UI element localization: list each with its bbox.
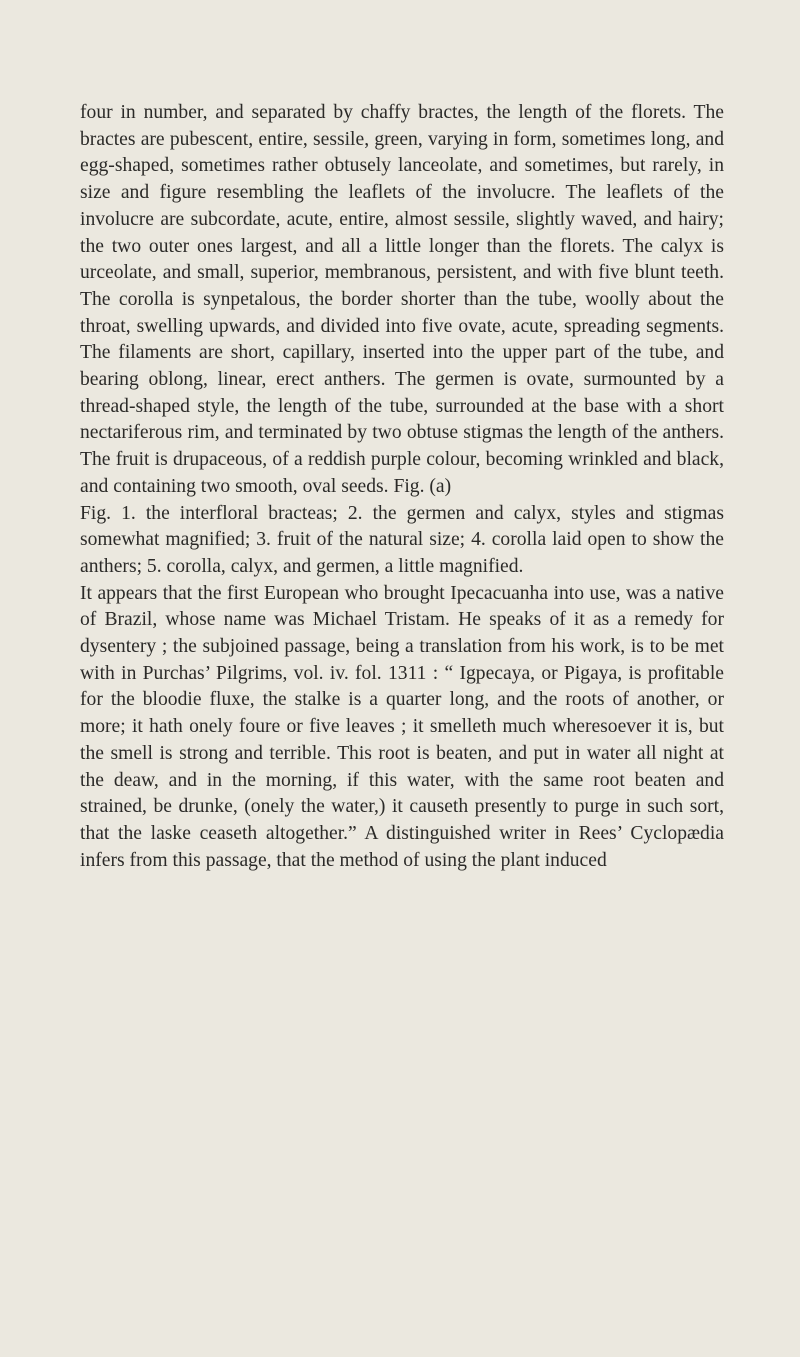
paragraph-figure-legend: Fig. 1. the interfloral bracteas; 2. the germen and calyx, styles and stigmas somewhat magnified; 3. fruit of the natural size; 4. corolla laid open to show the anthers; 5. corolla, calyx, and germen, a little magnified. <box>80 502 724 577</box>
paragraph-botanical-description: four in number, and separated by chaffy bractes, the length of the florets. The bractes are pubescent, entire, sessile, green, varying in form, sometimes long, and egg-shaped, sometimes rather obtusely lanceolate, and sometimes, but rarely, in size and figure resembling the leaflets of the involucre. The leaflets of the involucre are subcordate, acute, entire, almost sessile, slightly waved, and hairy; the two outer ones largest, and all a little longer than the florets. The calyx is urceolate, and small, superior, membranous, persistent, and with five blunt teeth. The corolla is synpetalous, the border shorter than the tube, woolly about the throat, swelling upwards, and divided into five ovate, acute, spreading segments. The filaments are short, capillary, inserted into the upper part of the tube, and bearing oblong, linear, erect anthers. The germen is ovate, surmounted by a thread-shaped style, the length of the tube, surrounded at the base with a short nectariferous rim, and terminated by two obtuse stigmas the length of the anthers. The fruit is drupaceous, of a reddish purple colour, becoming wrinkled and black, and containing two smooth, oval seeds. Fig. (a) <box>80 102 724 497</box>
body-text <box>80 100 724 874</box>
paragraph-history: It appears that the first European who brought Ipecacuanha into use, was a native of Brazil, whose name was Michael Tristam. He speaks of it as a remedy for dysentery ; the subjoined passage, being a translation from his work, is to be met with in Purchas’ Pilgrims, vol. iv. fol. 1311 : “ Igpecaya, or Pigaya, is profitable for the bloodie fluxe, the stalke is a quarter long, and the roots of another, or more; it hath onely foure or five leaves ; it smelleth much wheresoever it is, but the smell is strong and terrible. This root is beaten, and put in water all night at the deaw, and in the morning, if this water, with the same root beaten and strained, be drunke, (onely the water,) it causeth presently to purge in such sort, that the laske ceaseth altogether.” A distinguished writer in Rees’ Cyclopædia infers from this passage, that the method of using the plant induced <box>80 582 724 871</box>
